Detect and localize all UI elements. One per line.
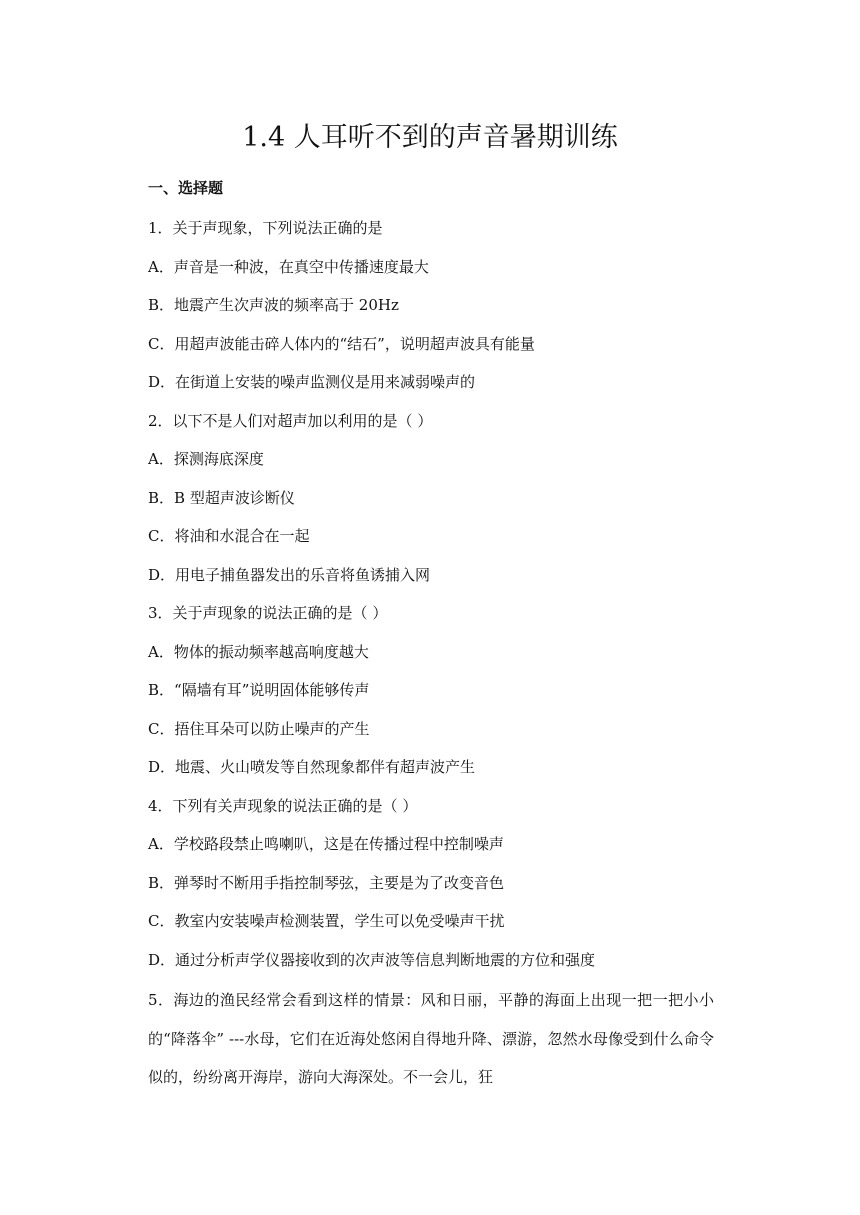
question-3: 3．关于声现象的说法正确的是（ ） — [148, 604, 388, 622]
question-1-option-c: C．用超声波能击碎人体内的“结石”，说明超声波具有能量 — [148, 335, 535, 353]
document-title: 1.4 人耳听不到的声音暑期训练 — [242, 122, 618, 153]
question-2-option-a: A．探测海底深度 — [148, 450, 264, 468]
question-5-paragraph: 5．海边的渔民经常会看到这样的情景：风和日丽，平静的海面上出现一把一把小小的“降落伞” ---水母，它们在近海处悠闲自得地升降、漂游，忽然水母像受到什么命令似的，纷纷离开海岸，游向大海深处。不一会儿，狂 — [148, 991, 714, 1086]
question-4-option-a: A．学校路段禁止鸣喇叭，这是在传播过程中控制噪声 — [148, 835, 504, 853]
question-1: 1．关于声现象，下列说法正确的是 — [148, 219, 383, 237]
question-3-option-b: B．“隔墙有耳”说明固体能够传声 — [148, 681, 370, 699]
question-2-option-b: B．B 型超声波诊断仪 — [148, 489, 295, 507]
question-2-option-d: D．用电子捕鱼器发出的乐音将鱼诱捕入网 — [148, 566, 431, 584]
question-4-option-b: B．弹琴时不断用手指控制琴弦，主要是为了改变音色 — [148, 874, 505, 892]
section-heading: 一、选择题 — [148, 179, 224, 197]
question-1-option-d: D．在街道上安装的噪声监测仪是用来减弱噪声的 — [148, 373, 476, 391]
question-3-option-d: D．地震、火山喷发等自然现象都伴有超声波产生 — [148, 758, 476, 776]
question-1-option-b: B．地震产生次声波的频率高于 20Hz — [148, 296, 399, 314]
question-3-option-a: A．物体的振动频率越高响度越大 — [148, 643, 369, 661]
question-4-option-d: D．通过分析声学仪器接收到的次声波等信息判断地震的方位和强度 — [148, 951, 596, 969]
question-2: 2．以下不是人们对超声加以利用的是（ ） — [148, 412, 433, 430]
question-1-option-a: A．声音是一种波，在真空中传播速度最大 — [148, 258, 429, 276]
question-4-option-c: C．教室内安装噪声检测装置，学生可以免受噪声干扰 — [148, 912, 505, 930]
question-3-option-c: C．捂住耳朵可以防止噪声的产生 — [148, 720, 370, 738]
question-4: 4．下列有关声现象的说法正确的是（ ） — [148, 797, 418, 815]
question-2-option-c: C．将油和水混合在一起 — [148, 527, 310, 545]
